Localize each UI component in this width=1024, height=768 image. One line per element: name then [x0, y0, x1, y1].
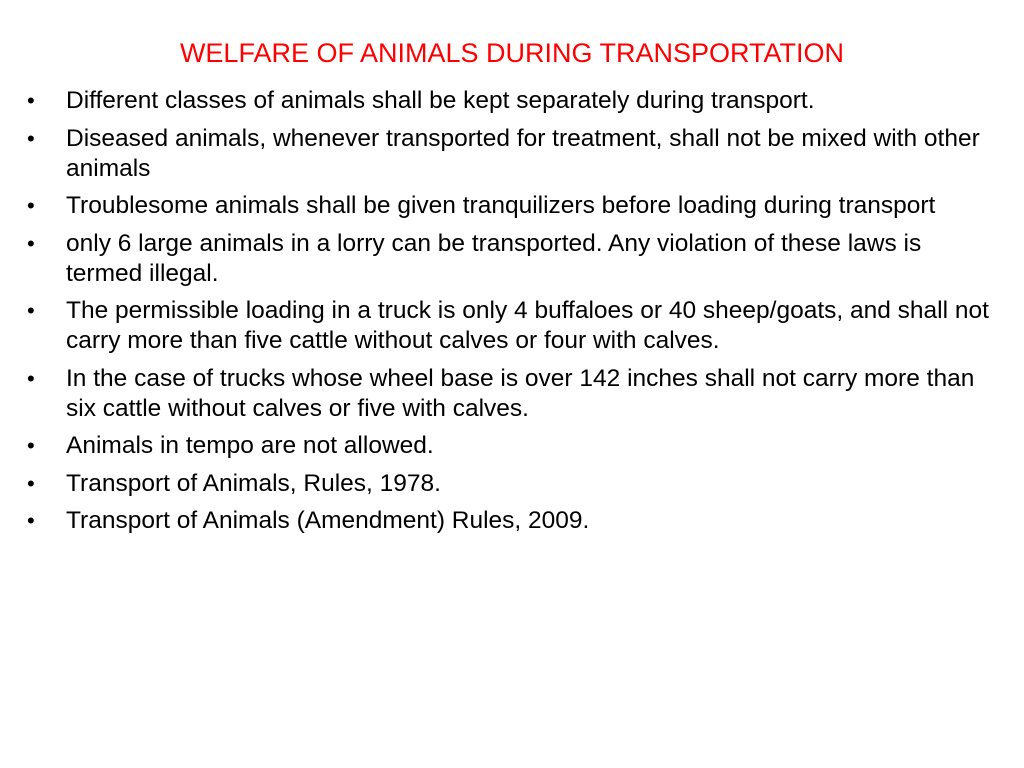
list-item-text: only 6 large animals in a lorry can be transported. Any violation of these laws is termed illegal.: [66, 229, 922, 287]
list-item: [27, 364, 1002, 424]
bullet-icon: •: [27, 230, 35, 256]
list-item: [27, 506, 1002, 536]
list-item-text: Transport of Animals, Rules, 1978.: [66, 469, 441, 497]
bullet-icon: •: [27, 193, 35, 218]
list-item-text: Transport of Animals (Amendment) Rules, 2009.: [66, 507, 590, 534]
bullet-icon: •: [27, 298, 35, 323]
list-item: [27, 296, 1002, 356]
bullet-icon: •: [27, 508, 35, 533]
bullet-icon: •: [27, 470, 35, 496]
bullet-icon: •: [27, 433, 35, 458]
list-item-text: The permissible loading in a truck is only 4 buffaloes or 40 sheep/goats, and shall not carry more than five cattle without calves or four with calves.: [66, 297, 989, 354]
list-item-text: Different classes of animals shall be kept separately during transport.: [66, 87, 815, 114]
list-item-text: Animals in tempo are not allowed.: [66, 432, 434, 459]
list-item: [27, 86, 1002, 116]
list-item: [27, 469, 1002, 499]
bullet-list: [27, 86, 1002, 544]
list-item: [27, 229, 1002, 289]
bullet-icon: •: [27, 365, 35, 391]
list-item-text: In the case of trucks whose wheel base is over 142 inches shall not carry more than six cattle without calves or five with calves.: [66, 364, 975, 422]
slide-title: WELFARE OF ANIMALS DURING TRANSPORTATION: [179, 38, 845, 68]
list-item-text: Troublesome animals shall be given tranquilizers before loading during transport: [66, 192, 936, 219]
list-item: [27, 124, 1002, 184]
bullet-icon: •: [27, 125, 35, 151]
bullet-icon: •: [27, 88, 35, 113]
list-item-text: Diseased animals, whenever transported for treatment, shall not be mixed with other animals: [66, 124, 980, 182]
list-item: [27, 431, 1002, 461]
list-item: [27, 191, 1002, 221]
